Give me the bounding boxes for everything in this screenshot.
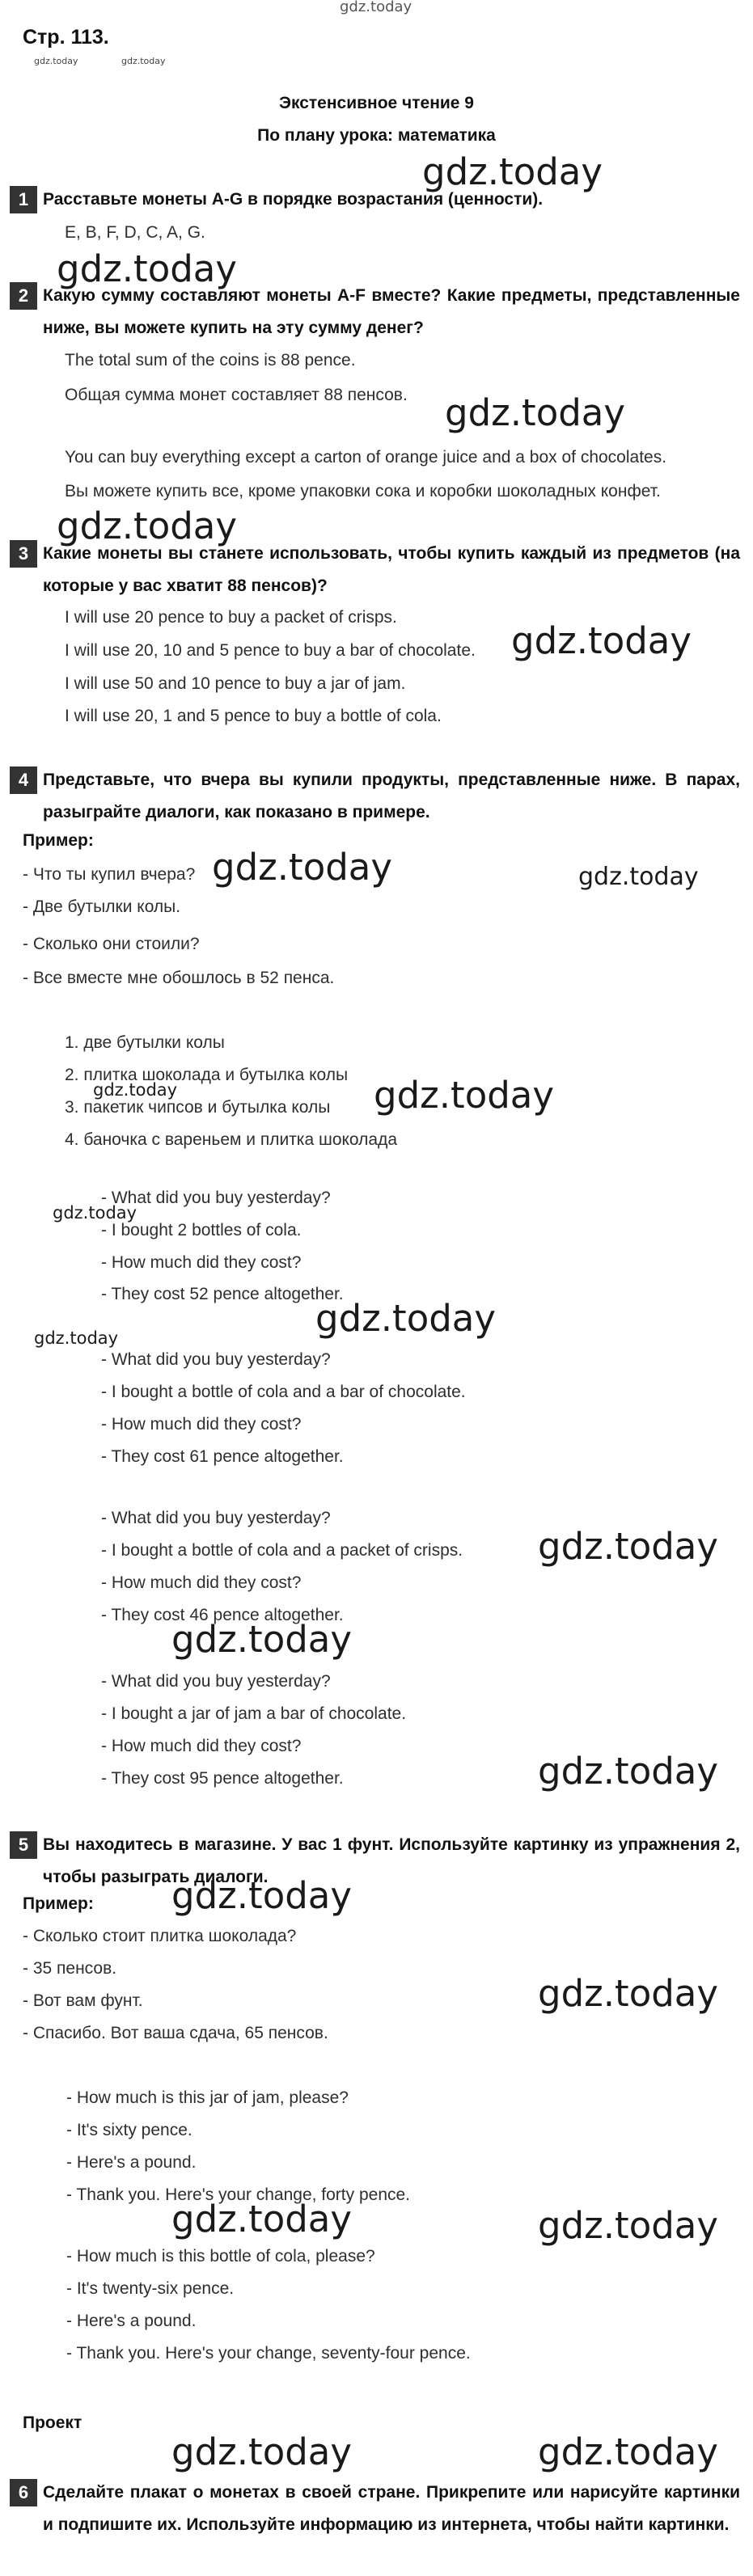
dialogue-line: - What did you buy yesterday? bbox=[101, 1189, 331, 1207]
answer-line: I will use 20, 10 and 5 pence to buy a bar of chocolate. bbox=[65, 641, 476, 660]
item-line: 3. пакетик чипсов и бутылка колы bbox=[65, 1098, 331, 1117]
dialogue-line: - Here's a pound. bbox=[66, 2153, 197, 2172]
task-number-4: 4 bbox=[10, 766, 37, 794]
watermark: gdz.today bbox=[212, 846, 393, 889]
dialogue-line: - I bought a bottle of cola and a bar of chocolate. bbox=[101, 1383, 466, 1401]
watermark: gdz.today bbox=[57, 505, 238, 547]
example-label: Пример: bbox=[23, 1894, 94, 1913]
task-number-1: 1 bbox=[10, 186, 37, 213]
dialogue-line: - How much did they cost? bbox=[101, 1253, 302, 1272]
watermark: gdz.today bbox=[34, 1328, 119, 1348]
answer-line: I will use 50 and 10 pence to buy a jar of jam. bbox=[65, 674, 406, 693]
task-number-2: 2 bbox=[10, 282, 37, 310]
example-line: - Спасибо. Вот ваша сдача, 65 пенсов. bbox=[23, 2024, 328, 2042]
watermark: gdz.today bbox=[578, 863, 699, 891]
watermark: gdz.today bbox=[374, 1074, 555, 1117]
task-question-2: Какую сумму составляют монеты A-F вместе? Какие предметы, представленные ниже, вы можете купить на эту сумму денег? bbox=[43, 286, 740, 337]
task-question-4: Представьте, что вчера вы купили продукты, представленные ниже. В парах, разыграйте диалоги, как показано в примере. bbox=[43, 771, 740, 821]
dialogue-line: - What did you buy yesterday? bbox=[101, 1350, 331, 1369]
watermark-tiny: gdz.today bbox=[34, 56, 78, 66]
item-line: 1. две бутылки колы bbox=[65, 1033, 225, 1052]
watermark-tiny: gdz.today bbox=[121, 56, 166, 66]
answer-line: You can buy everything except a carton of orange juice and a box of chocolates. bbox=[65, 448, 667, 467]
answer-line: Вы можете купить все, кроме упаковки сока и коробки шоколадных конфет. bbox=[65, 482, 661, 500]
watermark: gdz.today bbox=[171, 1874, 353, 1917]
example-line: - Сколько стоит плитка шоколада? bbox=[23, 1927, 297, 1945]
example-line: - Вот вам фунт. bbox=[23, 1991, 143, 2010]
watermark-top: gdz.today bbox=[340, 0, 412, 15]
dialogue-line: - They cost 61 pence altogether. bbox=[101, 1447, 344, 1466]
task-question-3: Какие монеты вы станете использовать, чтобы купить каждый из предметов (на которые у вас хватит 88 пенсов)? bbox=[43, 544, 740, 595]
watermark: gdz.today bbox=[422, 150, 603, 193]
dialogue-line: - How much did they cost? bbox=[101, 1573, 302, 1592]
example-line: - Сколько они стоили? bbox=[23, 935, 200, 953]
example-line: - 35 пенсов. bbox=[23, 1959, 117, 1978]
example-line: - Две бутылки колы. bbox=[23, 897, 181, 916]
watermark: gdz.today bbox=[315, 1297, 497, 1340]
dialogue-line: - They cost 52 pence altogether. bbox=[101, 1285, 344, 1303]
watermark: gdz.today bbox=[538, 1750, 719, 1793]
task-question-5: Вы находитесь в магазине. У вас 1 фунт. Используйте картинку из упражнения 2, чтобы разыграть диалоги. bbox=[43, 1835, 740, 1886]
dialogue-line: - What did you buy yesterday? bbox=[101, 1509, 331, 1527]
lesson-title: Экстенсивное чтение 9 bbox=[279, 94, 474, 112]
answer-line: E, B, F, D, C, A, G. bbox=[65, 223, 205, 242]
watermark: gdz.today bbox=[538, 1972, 719, 2015]
dialogue-line: - How much did they cost? bbox=[101, 1737, 302, 1755]
watermark: gdz.today bbox=[511, 619, 692, 662]
lesson-subtitle: По плану урока: математика bbox=[257, 126, 496, 145]
dialogue-line: - They cost 46 pence altogether. bbox=[101, 1606, 344, 1624]
watermark: gdz.today bbox=[93, 1080, 178, 1100]
task-number-3: 3 bbox=[10, 540, 37, 568]
project-label: Проект bbox=[23, 2413, 82, 2432]
dialogue-line: - It's sixty pence. bbox=[66, 2121, 192, 2139]
task-question-6: Сделайте плакат о монетах в своей стране. Прикрепите или нарисуйте картинки и подпишите их. Используйте информацию из интернета, чтобы найти картинки. bbox=[43, 2483, 740, 2534]
watermark: gdz.today bbox=[171, 2198, 353, 2240]
example-line: - Все вместе мне обошлось в 52 пенса. bbox=[23, 969, 335, 987]
dialogue-line: - Here's a pound. bbox=[66, 2312, 197, 2330]
dialogue-line: - It's twenty-six pence. bbox=[66, 2279, 235, 2298]
dialogue-line: - How much did they cost? bbox=[101, 1415, 302, 1434]
dialogue-line: - Thank you. Here's your change, seventy-four pence. bbox=[66, 2344, 471, 2363]
dialogue-line: - How much is this bottle of cola, please? bbox=[66, 2247, 375, 2266]
dialogue-line: - What did you buy yesterday? bbox=[101, 1672, 331, 1691]
watermark: gdz.today bbox=[171, 1618, 353, 1661]
watermark: gdz.today bbox=[171, 2430, 353, 2473]
dialogue-line: - I bought a bottle of cola and a packet of crisps. bbox=[101, 1541, 463, 1560]
dialogue-line: - I bought 2 bottles of cola. bbox=[101, 1221, 302, 1239]
task-number-5: 5 bbox=[10, 1831, 37, 1859]
item-line: 4. баночка с вареньем и плитка шоколада bbox=[65, 1130, 398, 1149]
page-number: Стр. 113. bbox=[23, 26, 109, 49]
dialogue-line: - How much is this jar of jam, please? bbox=[66, 2088, 349, 2107]
dialogue-line: - They cost 95 pence altogether. bbox=[101, 1769, 344, 1788]
watermark: gdz.today bbox=[538, 1525, 719, 1568]
dialogue-line: - I bought a jar of jam a bar of chocolate. bbox=[101, 1704, 407, 1723]
task-question-1: Расставьте монеты A-G в порядке возрастания (ценности). bbox=[43, 190, 544, 209]
example-line: - Что ты купил вчера? bbox=[23, 865, 196, 884]
answer-line: I will use 20, 1 and 5 pence to buy a bottle of cola. bbox=[65, 707, 442, 725]
watermark: gdz.today bbox=[445, 391, 626, 434]
watermark: gdz.today bbox=[538, 2204, 719, 2247]
task-number-6: 6 bbox=[10, 2479, 37, 2506]
watermark: gdz.today bbox=[538, 2430, 719, 2473]
answer-line: The total sum of the coins is 88 pence. bbox=[65, 351, 356, 370]
watermark: gdz.today bbox=[57, 247, 238, 290]
watermark: gdz.today bbox=[53, 1203, 137, 1223]
answer-line: Общая сумма монет составляет 88 пенсов. bbox=[65, 386, 408, 404]
example-label: Пример: bbox=[23, 831, 94, 850]
dialogue-line: - Thank you. Here's your change, forty pence. bbox=[66, 2185, 411, 2204]
answer-line: I will use 20 pence to buy a packet of crisps. bbox=[65, 608, 397, 627]
item-line: 2. плитка шоколада и бутылка колы bbox=[65, 1066, 349, 1084]
